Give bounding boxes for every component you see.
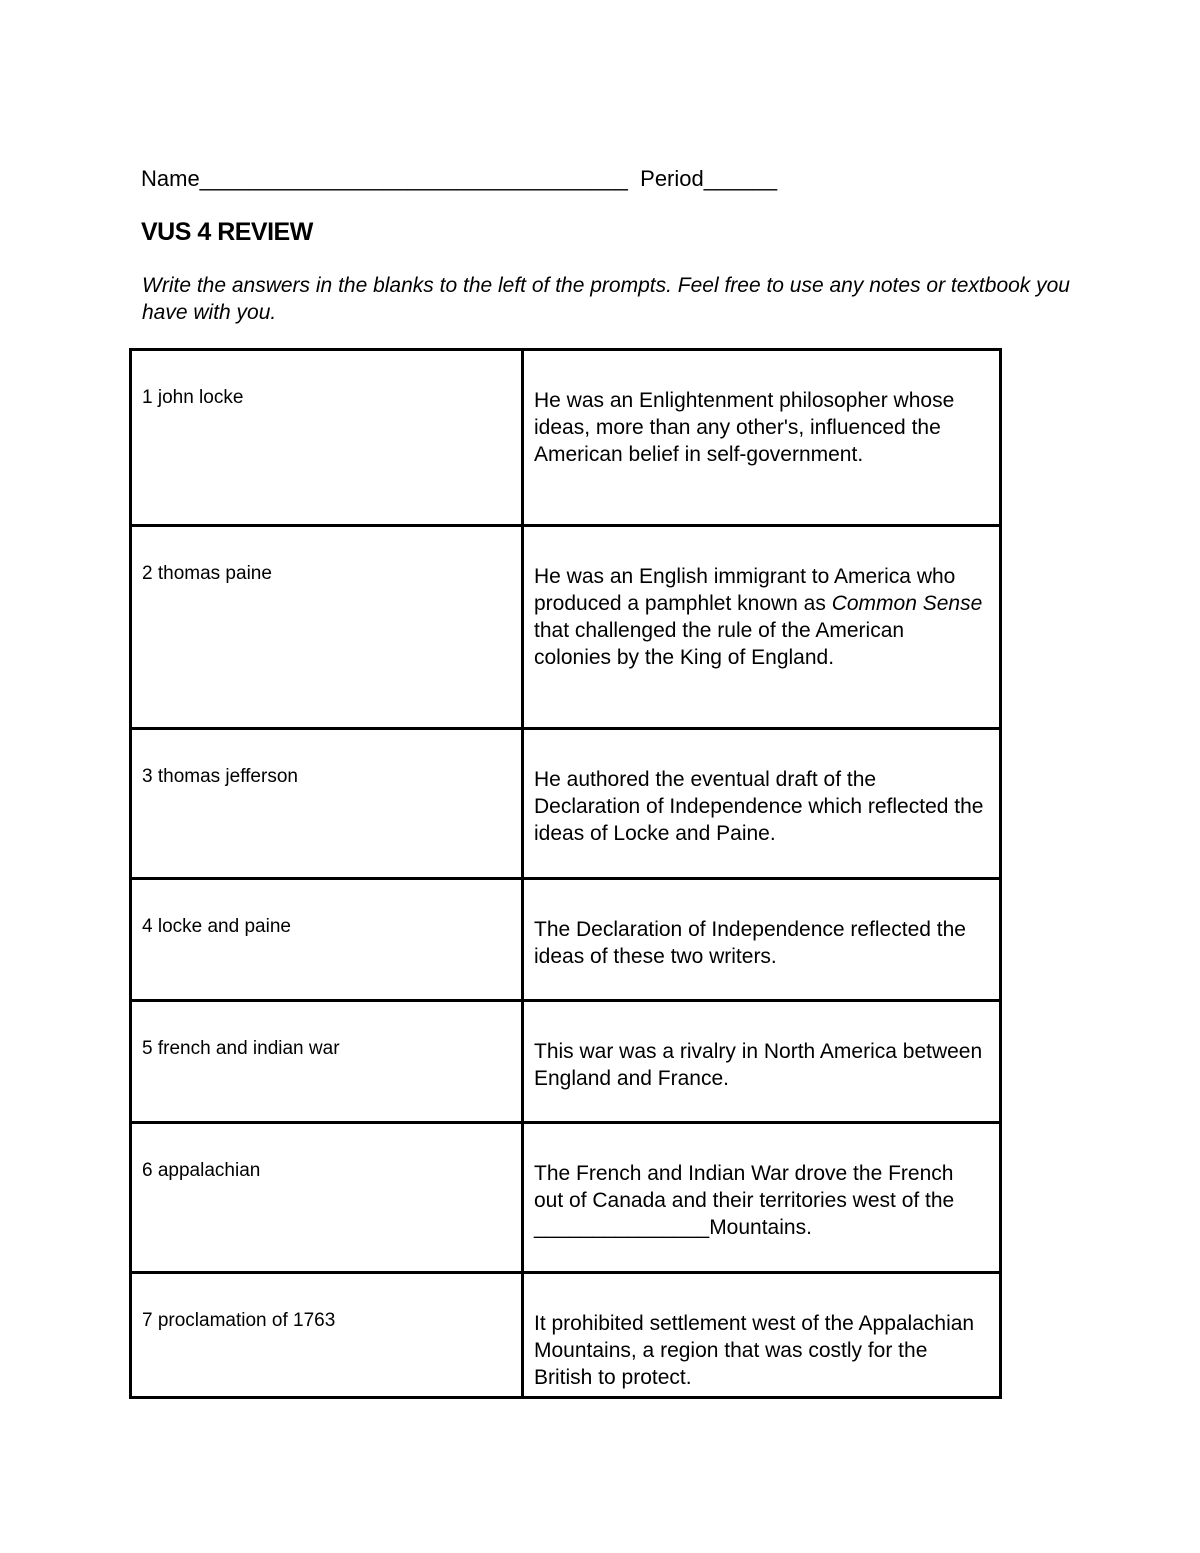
table-row bbox=[131, 729, 1001, 879]
instructions: Write the answers in the blanks to the left of the prompts. Feel free to use any notes or textbook you have with you. bbox=[142, 274, 1070, 324]
prompt-cell: He was an Enlightenment philosopher whose ideas, more than any other's, influenced the American belief in self-government. bbox=[523, 350, 1001, 526]
prompt-text: that challenged the rule of the American colonies by the King of England. bbox=[534, 619, 905, 669]
pamphlet-title: Common Sense bbox=[831, 592, 983, 615]
answer-cell: 6 appalachian bbox=[131, 1123, 523, 1273]
table-row bbox=[131, 1001, 1001, 1123]
prompt-cell: He authored the eventual draft of the Declaration of Independence which reflected the ideas of Locke and Paine. bbox=[523, 729, 1001, 879]
table-row bbox=[131, 1123, 1001, 1273]
prompt-cell: The Declaration of Independence reflected the ideas of these two writers. bbox=[523, 879, 1001, 1001]
worksheet-title: VUS 4 REVIEW bbox=[141, 218, 313, 246]
answer-cell: 2 thomas paine bbox=[131, 526, 523, 729]
table-row bbox=[131, 526, 1001, 729]
answer-cell: 3 thomas jefferson bbox=[131, 729, 523, 879]
prompt-cell: It prohibited settlement west of the Appalachian Mountains, a region that was costly for the British to protect. bbox=[523, 1273, 1001, 1398]
name-period-line: Name___________________________________ Period______ bbox=[141, 166, 778, 191]
prompt-cell: The French and Indian War drove the French out of Canada and their territories west of the _______________Mountains. bbox=[523, 1123, 1001, 1273]
table-row bbox=[131, 1273, 1001, 1398]
prompt-cell: This war was a rivalry in North America between England and France. bbox=[523, 1001, 1001, 1123]
table-row bbox=[131, 879, 1001, 1001]
answer-cell: 7 proclamation of 1763 bbox=[131, 1273, 523, 1398]
prompt-cell bbox=[523, 526, 1001, 729]
table-row bbox=[131, 350, 1001, 526]
prompt-text: He was an English immigrant to America who produced a pamphlet known as bbox=[534, 565, 956, 615]
answer-cell: 5 french and indian war bbox=[131, 1001, 523, 1123]
answer-cell: 1 john locke bbox=[131, 350, 523, 526]
review-table bbox=[129, 348, 1002, 1399]
answer-cell: 4 locke and paine bbox=[131, 879, 523, 1001]
